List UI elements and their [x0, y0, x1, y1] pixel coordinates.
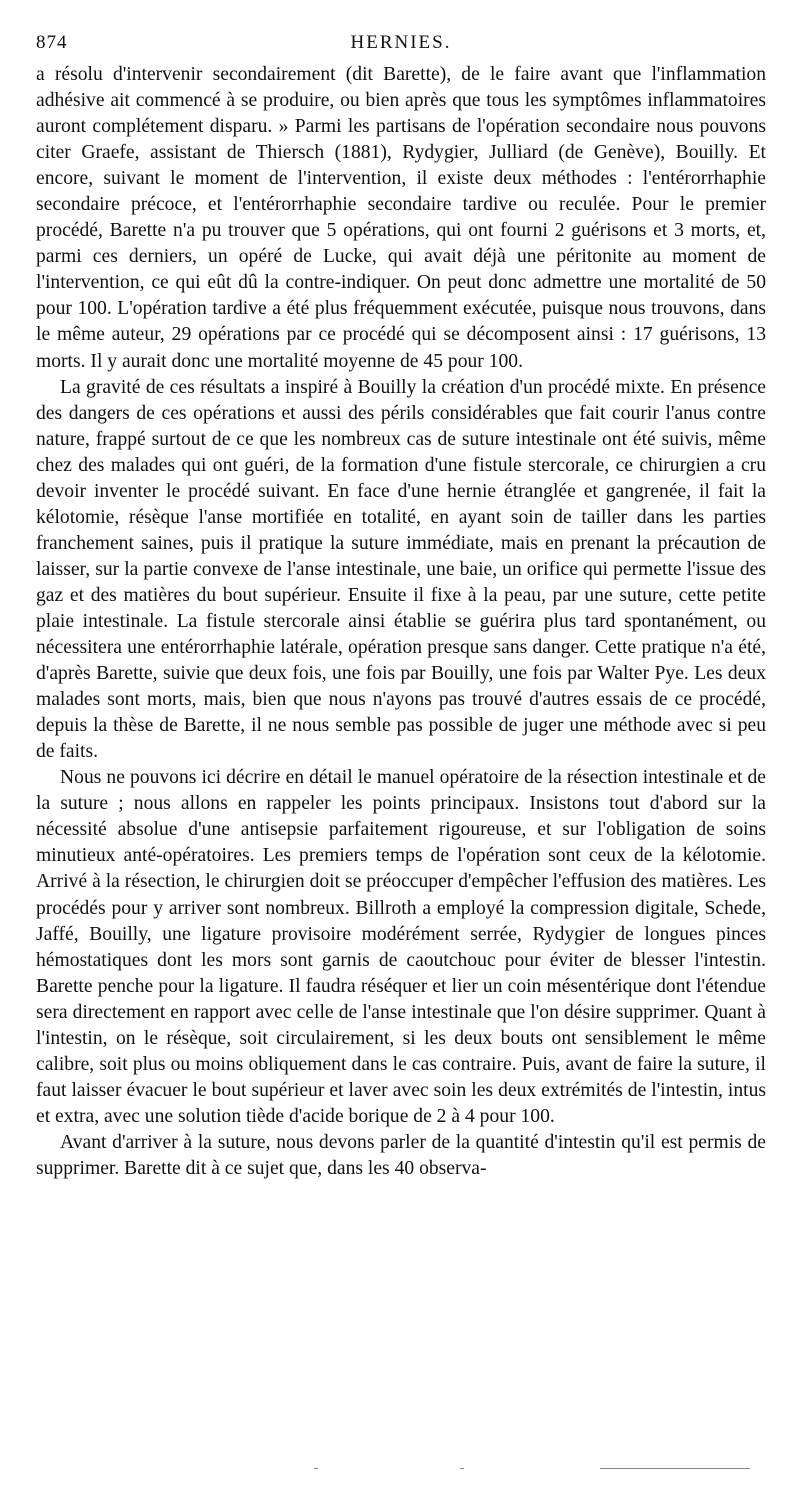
- scan-artifact-marks: [300, 1466, 760, 1472]
- paragraph-continuation: a résolu d'intervenir secondairement (dit Barette), de le faire avant que l'inflammation adhésive ait commencé à se produire, ou bien après que tous les symptômes inflammatoires auront complétement disparu. » Parmi les partisans de l'opération secondaire nous pouvons citer Graefe, assistant de Thiersch (1881), Rydygier, Julliard (de Genève), Bouilly. Et encore, suivant le moment de l'intervention, il existe deux méthodes : l'entérorrhaphie secondaire précoce, et l'entérorrhaphie secondaire tardive ou reculée. Pour le premier procédé, Barette n'a pu trouver que 5 opérations, qui ont fourni 2 guérisons et 3 morts, et, parmi ces derniers, un opéré de Lucke, qui avait déjà une péritonite au moment de l'intervention, ce qui eût dû la contre-indiquer. On peut donc admettre une mortalité de 50 pour 100. L'opération tardive a été plus fréquemment exécutée, puisque nous trouvons, dans le même auteur, 29 opérations par ce procédé qui se décomposent ainsi : 17 guérisons, 13 morts. Il y aurait donc une mortalité moyenne de 45 pour 100.: [36, 64, 766, 372]
- paragraph-manuel-operatoire: Nous ne pouvons ici décrire en détail le manuel opératoire de la résection intestinale et de la suture ; nous allons en rappeler les points principaux. Insistons tout d'abord sur la nécessité absolue d'une antisepsie parfaitement rigoureuse, et sur l'obligation de soins minutieux anté-opératoires. Les premiers temps de l'opération sont ceux de la kélotomie. Arrivé à la résection, le chirurgien doit se préoccuper d'empêcher l'effusion des matières. Les procédés pour y arriver sont nombreux. Billroth a employé la compression digitale, Schede, Jaffé, Bouilly, une ligature provisoire modérément serrée, Rydygier de longues pinces hémostatiques dont les mors sont garnis de caoutchouc pour éviter de blesser l'intestin. Barette penche pour la ligature. Il faudra réséquer et lier un coin mésentérique dont l'étendue sera directement en rapport avec celle de l'anse intestinale que l'on désire supprimer. Quant à l'intestin, on le résèque, soit circulairement, si les deux bouts ont sensiblement le même calibre, soit plus ou moins obliquement dans le cas contraire. Puis, avant de faire la suture, il faut laisser évacuer le bout supérieur et laver avec soin les deux extrémités de l'intestin, intus et extra, avec une solution tiède d'acide borique de 2 à 4 pour 100.: [36, 767, 766, 1127]
- paragraph-quantite-intestin: Avant d'arriver à la suture, nous devons parler de la quantité d'intestin qu'il est permis de supprimer. Barette dit à ce sujet que, dans les 40 observa-: [36, 1131, 766, 1179]
- running-title: HERNIES.: [350, 32, 452, 53]
- page-number: 874: [36, 32, 68, 53]
- running-head: [36, 28, 766, 62]
- body-text: [36, 62, 766, 1182]
- paragraph-procede-mixte: La gravité de ces résultats a inspiré à Bouilly la création d'un procédé mixte. En présence des dangers de ces opérations et aussi des périls considérables que fait courir l'anus contre nature, frappé surtout de ce que les nombreux cas de suture intestinale ont été suivis, même chez des malades qui ont guéri, de la formation d'une fistule stercorale, ce chirurgien a cru devoir inventer le procédé suivant. En face d'une hernie étranglée et gangrenée, il fait la kélotomie, résèque l'anse mortifiée en totalité, en ayant soin de tailler dans les parties franchement saines, puis il pratique la suture immédiate, mais en prenant la précaution de laisser, sur la partie convexe de l'anse intestinale, une baie, un orifice qui permette l'issue des gaz et des matières du bout supérieur. Ensuite il fixe à la peau, par une suture, cette petite plaie intestinale. La fistule stercorale ainsi établie se guérira plus tard spontanément, ou nécessitera une entérorrhaphie latérale, opération presque sans danger. Cette pratique n'a été, d'après Barette, suivie que deux fois, une fois par Bouilly, une fois par Walter Pye. Les deux malades sont morts, mais, bien que nous n'ayons pas trouvé d'autres essais de ce procédé, depuis la thèse de Barette, il ne nous semble pas possible de juger une méthode avec si peu de faits.: [36, 376, 766, 763]
